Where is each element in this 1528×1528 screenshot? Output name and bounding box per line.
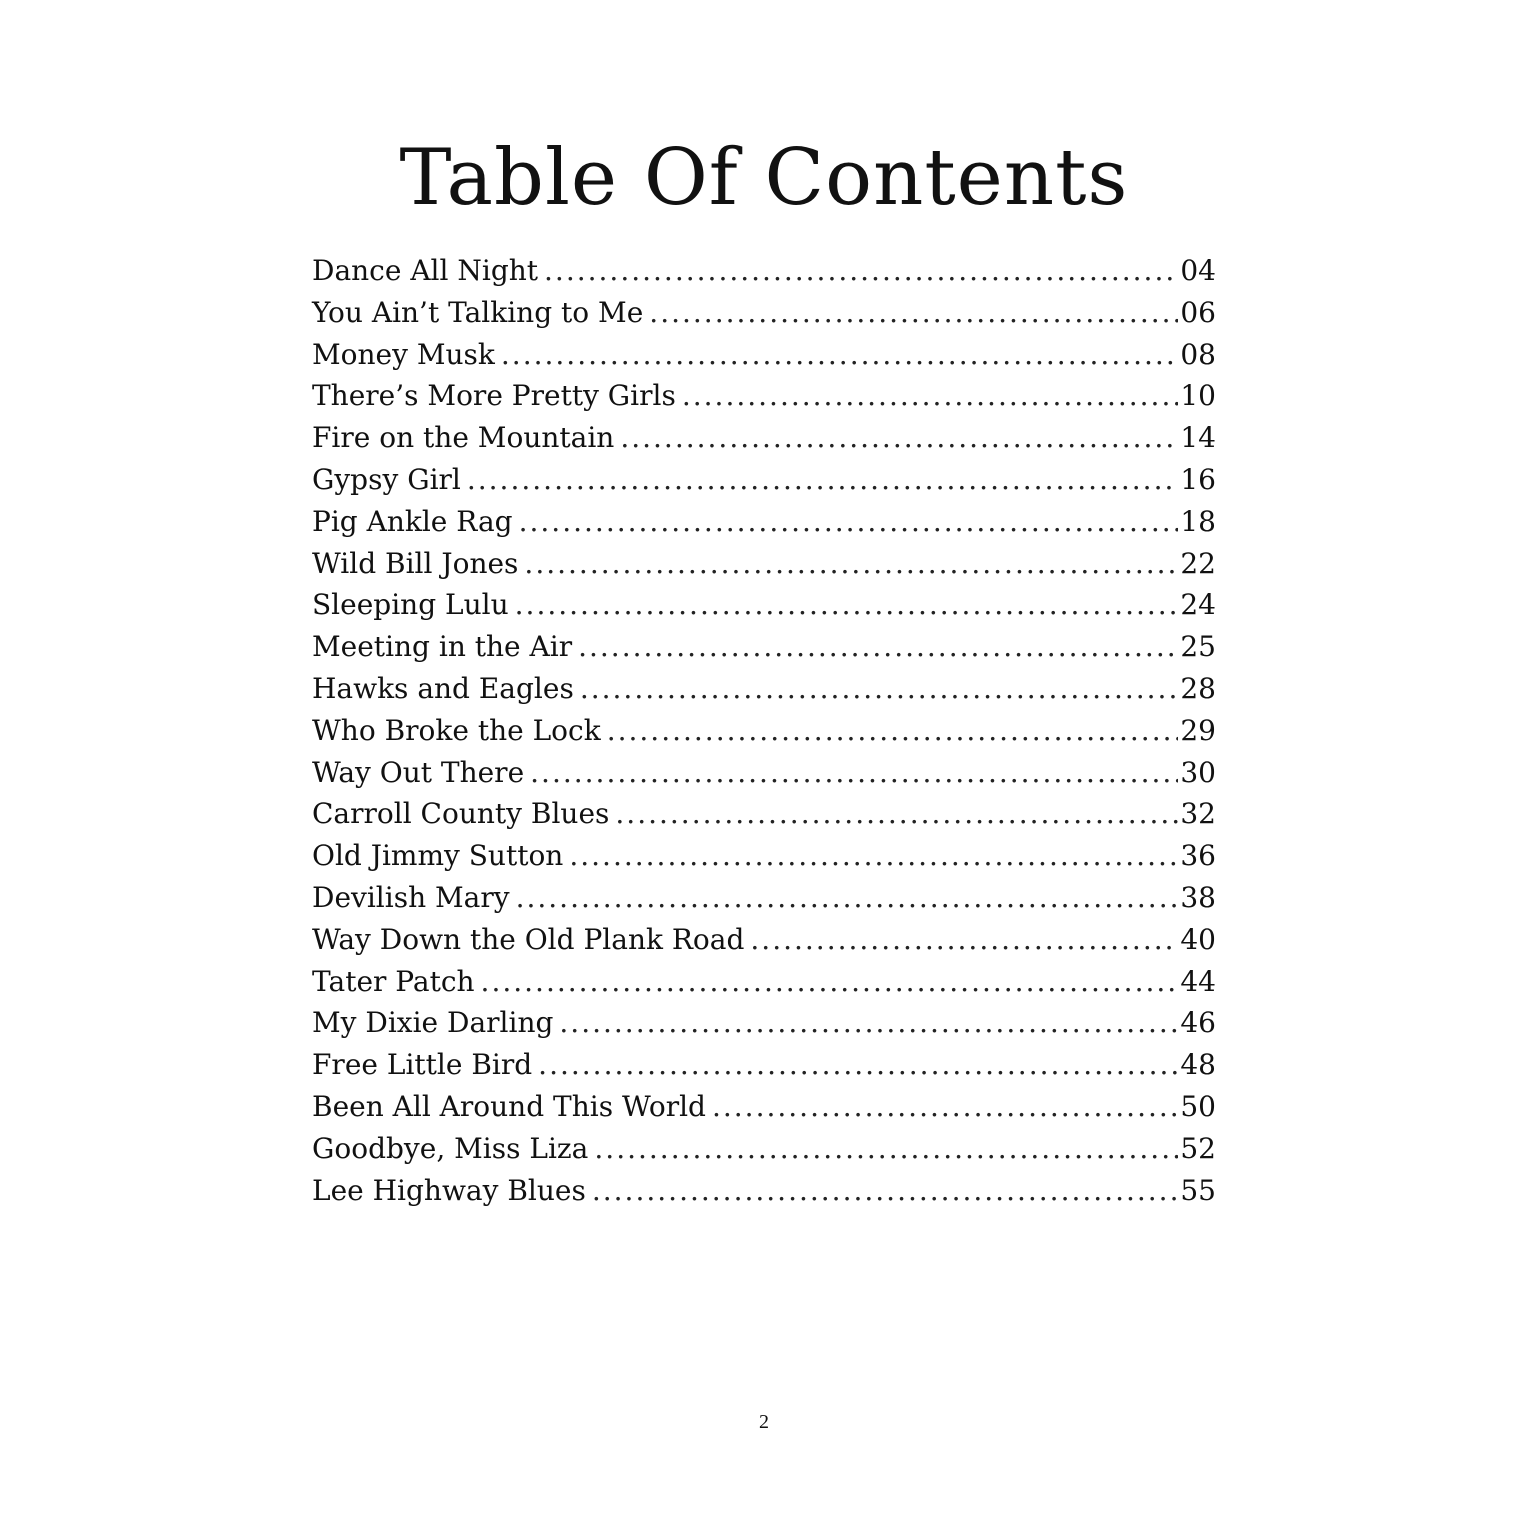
- dot-leader: [594, 1128, 1178, 1170]
- toc-entry-title: Free Little Bird: [312, 1048, 533, 1082]
- toc-entry[interactable]: [312, 710, 1216, 752]
- toc-entry-title: Dance All Night: [312, 254, 539, 287]
- toc-entry[interactable]: [312, 1002, 1216, 1044]
- toc-entry[interactable]: [312, 334, 1216, 376]
- dot-leader: [712, 1086, 1178, 1128]
- toc-entry[interactable]: [312, 501, 1216, 543]
- toc-entry-title: Money Musk: [312, 337, 495, 371]
- toc-entry-page: 36: [1180, 839, 1216, 873]
- dot-leader: [559, 1002, 1178, 1044]
- toc-entry-title: Way Out There: [312, 755, 525, 789]
- toc-entry-page: 22: [1180, 546, 1216, 580]
- toc-entry-title: Hawks and Eagles: [312, 671, 574, 705]
- toc-entry-page: 46: [1180, 1006, 1216, 1040]
- toc-entry[interactable]: [312, 543, 1216, 585]
- toc-entry[interactable]: [312, 459, 1216, 501]
- toc-entry[interactable]: [312, 835, 1216, 877]
- toc-entry-title: Goodbye, Miss Liza: [312, 1131, 589, 1165]
- toc-entry[interactable]: [312, 250, 1216, 292]
- toc-entry[interactable]: [312, 961, 1216, 1003]
- toc-entry-title: Old Jimmy Sutton: [312, 839, 564, 873]
- dot-leader: [649, 292, 1178, 334]
- dot-leader: [515, 584, 1179, 626]
- toc-entry-page: 08: [1180, 337, 1216, 371]
- dot-leader: [481, 961, 1179, 1003]
- toc-entry-page: 29: [1180, 713, 1216, 747]
- toc-entry[interactable]: [312, 417, 1216, 459]
- dot-leader: [620, 417, 1178, 459]
- toc-entry-title: Way Down the Old Plank Road: [312, 922, 745, 956]
- toc-entry-title: Devilish Mary: [312, 880, 510, 914]
- toc-entry[interactable]: [312, 584, 1216, 626]
- dot-leader: [538, 1044, 1178, 1086]
- toc-entry-title: Wild Bill Jones: [312, 546, 519, 580]
- toc-entry[interactable]: [312, 1044, 1216, 1086]
- toc-entry-title: Sleeping Lulu: [312, 588, 509, 622]
- toc-entry-title: Meeting in the Air: [312, 630, 573, 664]
- toc-entry[interactable]: [312, 626, 1216, 668]
- toc-entry-title: Tater Patch: [312, 964, 475, 998]
- toc-entry-page: 28: [1180, 671, 1216, 705]
- toc-entry[interactable]: [312, 919, 1216, 961]
- toc-entry-page: 52: [1180, 1131, 1216, 1165]
- toc-entry-page: 55: [1180, 1173, 1216, 1207]
- dot-leader: [501, 334, 1178, 376]
- dot-leader: [516, 877, 1179, 919]
- toc-entry[interactable]: [312, 1170, 1216, 1212]
- toc-entry-page: 24: [1180, 588, 1216, 622]
- toc-entry[interactable]: [312, 1086, 1216, 1128]
- toc-list: [312, 250, 1216, 1211]
- dot-leader: [607, 710, 1179, 752]
- dot-leader: [750, 919, 1178, 961]
- toc-entry-page: 30: [1180, 755, 1216, 789]
- toc-entry[interactable]: [312, 877, 1216, 919]
- toc-entry-title: There’s More Pretty Girls: [312, 379, 676, 413]
- toc-entry-page: 48: [1180, 1048, 1216, 1082]
- toc-entry[interactable]: [312, 752, 1216, 794]
- toc-entry-title: My Dixie Darling: [312, 1006, 554, 1040]
- page-title: Table Of Contents: [399, 133, 1129, 223]
- page-number: 2: [759, 1411, 769, 1433]
- toc-entry-page: 18: [1180, 504, 1216, 538]
- toc-entry-title: Fire on the Mountain: [312, 421, 615, 455]
- toc-entry-page: 50: [1180, 1089, 1216, 1123]
- toc-entry-page: 14: [1180, 421, 1216, 455]
- toc-entry-title: Gypsy Girl: [312, 462, 461, 496]
- dot-leader: [580, 668, 1179, 710]
- toc-entry-page: 25: [1180, 630, 1216, 664]
- dot-leader: [519, 501, 1179, 543]
- toc-entry-title: Who Broke the Lock: [312, 713, 601, 747]
- dot-leader: [544, 250, 1178, 292]
- toc-entry[interactable]: [312, 668, 1216, 710]
- toc-entry-page: 38: [1180, 880, 1216, 914]
- toc-entry[interactable]: [312, 793, 1216, 835]
- toc-entry-page: 32: [1180, 797, 1216, 831]
- toc-entry-page: 44: [1180, 964, 1216, 998]
- toc-entry-page: 04: [1180, 254, 1216, 287]
- toc-entry-title: Pig Ankle Rag: [312, 504, 513, 538]
- toc-entry-page: 40: [1180, 922, 1216, 956]
- toc-entry-title: Been All Around This World: [312, 1089, 706, 1123]
- dot-leader: [467, 459, 1179, 501]
- toc-entry-page: 10: [1180, 379, 1216, 413]
- toc-entry[interactable]: [312, 375, 1216, 417]
- dot-leader: [569, 835, 1178, 877]
- toc-entry-title: Carroll County Blues: [312, 797, 610, 831]
- toc-entry-page: 16: [1180, 462, 1216, 496]
- dot-leader: [530, 752, 1178, 794]
- toc-entry-page: 06: [1180, 295, 1216, 329]
- dot-leader: [524, 543, 1178, 585]
- toc-entry-title: You Ain’t Talking to Me: [312, 295, 644, 329]
- toc-entry[interactable]: [312, 1128, 1216, 1170]
- dot-leader: [578, 626, 1178, 668]
- toc-entry-title: Lee Highway Blues: [312, 1173, 586, 1207]
- toc-entry[interactable]: [312, 292, 1216, 334]
- dot-leader: [682, 375, 1179, 417]
- dot-leader: [615, 793, 1178, 835]
- dot-leader: [592, 1170, 1179, 1212]
